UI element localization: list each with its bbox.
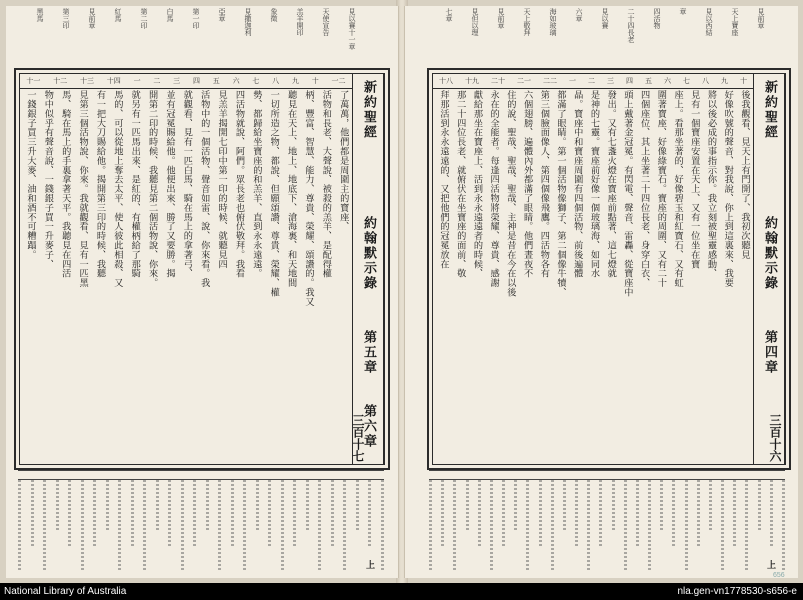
left-footer-notes <box>18 470 384 570</box>
headnote: 羔羊開印 <box>296 8 304 36</box>
text-column: 將以後必成的事指示你。我立刻被聖靈感動、 <box>705 90 717 278</box>
verse-number: 七 <box>683 77 690 85</box>
text-column: 獻給那坐在寶座上、活到永永遠遠者的時候、 <box>471 90 483 278</box>
verse-number: 八 <box>272 77 280 85</box>
verse-number: 六 <box>664 77 671 85</box>
text-column: 頭上戴著金冠冕。有閃電、聲音、雷轟、從寶座中 <box>621 90 633 297</box>
verse-number: 七 <box>252 77 260 85</box>
headnote: 章 <box>679 8 687 15</box>
footnote-column <box>181 480 184 570</box>
left-book-part: 約翰默示錄 <box>361 216 376 291</box>
verse-number: 二 <box>153 77 161 85</box>
text-column: 住的說、聖哉、聖哉、聖哉、主神是昔在今在以後 <box>504 90 516 297</box>
text-column: 了萬萬，他們都是周圍主的寶座、 <box>337 90 349 231</box>
footnote-column <box>587 480 590 570</box>
footnote-column <box>709 480 712 530</box>
footnote-column <box>697 480 700 548</box>
text-column: 座上。看那坐著的、好像碧玉和紅寶石、又有虹 <box>672 90 684 288</box>
footnote-column <box>624 480 627 570</box>
footnote-column <box>526 480 529 570</box>
verse-number: 四 <box>626 77 633 85</box>
text-column: 柄、豐富、智慧、能力、尊貴、榮耀、頌讚的。我又 <box>303 90 314 307</box>
text-column: 活物中的一個活物、聲音如雷、說、你來看。我 <box>198 90 210 288</box>
text-column: 永在的全能者。每逢四活物將榮耀、尊貴、感謝 <box>488 90 500 288</box>
footnote-column <box>331 480 334 548</box>
right-verse-number-row <box>433 74 753 89</box>
text-column: 見羔羊揭開七印中第一印的時候、就聽見四 <box>216 90 228 269</box>
footnote-column <box>514 480 517 530</box>
text-column: 是神的七靈。寶座前好像一個玻璃海、如同水 <box>588 90 600 278</box>
verse-number: 五 <box>212 77 220 85</box>
right-book-part: 約翰默示錄 <box>762 216 777 291</box>
left-chapter-label-b: 第六章 <box>361 404 376 449</box>
footnote-column <box>193 480 196 548</box>
headnote: 第二印 <box>140 8 148 29</box>
verse-number: 九 <box>291 77 299 85</box>
footnote-column <box>551 480 554 570</box>
left-verse-number-row <box>20 74 352 89</box>
verse-number: 四 <box>192 77 200 85</box>
headnote: 白馬 <box>166 8 174 22</box>
footnote-column <box>93 480 96 548</box>
text-column: 一切所造之物、都說、但願頌讚、尊貴、榮耀、權 <box>268 90 280 297</box>
verse-number: 三 <box>607 77 614 85</box>
left-footer-index-row <box>18 470 384 480</box>
right-page-number: 三百十六 <box>768 414 782 462</box>
verse-number: 三 <box>173 77 181 85</box>
right-page <box>404 6 798 578</box>
headnote: 見前章 <box>88 8 96 29</box>
footnote-column <box>563 480 566 530</box>
headnote: 六章 <box>575 8 583 22</box>
footnote-column <box>243 480 246 570</box>
footnote-column <box>575 480 578 548</box>
headnote: 見以西結 <box>705 8 713 36</box>
text-column: 四個座位、其上坐著二十四位長老、身穿白衣、 <box>638 90 650 288</box>
text-column: 見有一個寶座安置在天上、又有一位坐在寶 <box>688 90 700 269</box>
footnote-column <box>636 480 639 548</box>
headnote: 亞章 <box>218 8 226 22</box>
text-column: 都滿了眼睛。第一個活物像獅子、第二個像牛犢、 <box>555 90 567 297</box>
verse-number: 十八 <box>439 77 453 85</box>
right-book-title: 新約聖經 <box>762 80 777 140</box>
footnote-column <box>168 480 171 548</box>
footnote-column <box>466 480 469 530</box>
verse-number: 一 <box>569 77 576 85</box>
verse-number: 二二 <box>543 77 557 85</box>
left-page-number: 三百十七 <box>351 414 365 462</box>
verse-number: 十 <box>311 77 319 85</box>
text-column: 圍著寶座、好像綠寶石。寶座的周圍、又有二十 <box>655 90 667 288</box>
verse-number: 十三 <box>79 77 94 85</box>
footnote-column <box>539 480 542 548</box>
footnote-column <box>758 480 761 530</box>
right-headnotes <box>445 8 765 66</box>
footnote-column <box>156 480 159 530</box>
headnote: 二十四長老 <box>627 8 635 43</box>
right-footer-columns <box>429 480 785 570</box>
text-column: 有一把大刀賜給他。揭開第三印的時候、我聽 <box>94 90 106 278</box>
footnote-column <box>131 480 134 548</box>
headnote: 第三印 <box>62 8 70 29</box>
footnote-column <box>31 480 34 548</box>
left-footer-columns <box>18 480 384 570</box>
text-column: 活物和長老、大聲說、被殺的羔羊、是配得權 <box>320 90 332 278</box>
text-column: 馬的、可以從地上奪去太平、使人彼此相殺、又 <box>111 90 123 288</box>
verse-number: 十一 <box>26 77 41 85</box>
text-column: 那二十四位長老、就俯伏在坐寶座的面前、敬 <box>454 90 466 278</box>
footnote-column <box>599 480 602 548</box>
footnote-column <box>502 480 505 548</box>
text-column: 勢、都歸給坐寶座的和羔羊、直到永永遠遠。 <box>250 90 262 278</box>
verse-number: 十九 <box>465 77 479 85</box>
footnote-column <box>256 480 259 530</box>
footnote-column <box>81 480 84 570</box>
right-footer-notes <box>429 470 785 570</box>
footnote-column <box>478 480 481 548</box>
text-column: 見第三個活物說、你來。我就觀看、見有一匹黑 <box>77 90 89 288</box>
verse-number: 五 <box>645 77 652 85</box>
footnote-column <box>745 480 748 570</box>
right-running-header <box>753 74 785 464</box>
verse-number: 十四 <box>106 77 121 85</box>
headnote: 見以賽十一章 <box>348 8 356 50</box>
footnote-column <box>721 480 724 570</box>
left-chapter-label-a: 第五章 <box>361 330 376 375</box>
verse-number: 一 <box>133 77 141 85</box>
footnote-column <box>343 480 346 570</box>
verse-number: 十二 <box>53 77 68 85</box>
footnote-column <box>490 480 493 570</box>
headnote: 黑馬 <box>36 8 44 22</box>
verse-number: 六 <box>232 77 240 85</box>
text-column: 就觀看、見有一匹白馬、騎在馬上的拿著弓、 <box>181 90 193 278</box>
left-page <box>6 6 399 578</box>
footnote-column <box>672 480 675 548</box>
footnote-column <box>356 480 359 530</box>
footnote-column <box>106 480 109 530</box>
left-running-header <box>352 74 384 464</box>
text-column: 並有冠冕賜給他。他便出來、勝了又要勝。揭 <box>164 90 175 278</box>
text-column: 馬、騎在馬上的手裏拿著天平。我聽見在四活 <box>59 90 71 278</box>
text-column: 發出。又有七盞火燈在寶座前點著、這七燈就 <box>605 90 617 278</box>
verse-number: 二一 <box>517 77 531 85</box>
footnote-column <box>648 480 651 570</box>
item-identifier: nla.gen-vn1778530-s656-e <box>677 586 797 597</box>
footnote-column <box>56 480 59 530</box>
text-column: 六個翅膀、遍體內外都滿了眼睛。他們晝夜不 <box>521 90 533 278</box>
footnote-column <box>782 480 785 570</box>
text-column: 第三個臉面像人、第四個像飛鷹。四活物各有 <box>538 90 550 278</box>
text-column: 晶。寶座中和寶座周圍有四個活物、前後遍體 <box>571 90 583 278</box>
text-column: 四活物就說、阿們。眾長老也俯伏敬拜。我看 <box>233 90 245 278</box>
footnote-column <box>43 480 46 570</box>
verse-number: 一二 <box>331 77 346 85</box>
headnote: 天使宣告 <box>322 8 330 36</box>
headnote: 見撒迦利 <box>244 8 252 36</box>
footnote-column <box>318 480 321 570</box>
footnote-column <box>733 480 736 548</box>
left-text-frame <box>14 68 390 470</box>
footnote-column <box>306 480 309 530</box>
footnote-column <box>231 480 234 548</box>
headnote: 紅馬 <box>114 8 122 22</box>
library-credit: National Library of Australia <box>4 586 127 597</box>
footnote-column <box>612 480 615 530</box>
text-column: 開第二印的時候、我聽見第二個活物說、你來。 <box>146 90 158 288</box>
text-column: 好像吹號的聲音、對我說、你上到這裏來、我要 <box>722 90 734 288</box>
footnote-column <box>18 480 21 570</box>
headnote: 天上敬拜 <box>523 8 531 36</box>
headnote: 第一印 <box>192 8 200 29</box>
headnote: 見但以理 <box>471 8 479 36</box>
headnote: 見以賽 <box>601 8 609 29</box>
footnote-column <box>685 480 688 570</box>
verse-number: 二十 <box>491 77 505 85</box>
headnote: 四活物 <box>653 8 661 29</box>
library-stamp: 656 <box>773 572 785 579</box>
right-text-body <box>437 90 751 462</box>
right-text-frame <box>427 68 791 470</box>
headnote: 七章 <box>445 8 453 22</box>
headnote: 象徵 <box>270 8 278 22</box>
verse-number: 九 <box>721 77 728 85</box>
headnote: 見前章 <box>757 8 765 29</box>
text-column: 一錢銀子買三升大麥、油和酒不可糟蹋。 <box>25 90 36 260</box>
footnote-column <box>441 480 444 548</box>
footnote-column <box>453 480 456 570</box>
headnote: 海如玻璃 <box>549 8 557 36</box>
footnote-column <box>770 480 773 548</box>
footnote-column <box>206 480 209 530</box>
footnote-column <box>660 480 663 530</box>
footnote-column <box>281 480 284 570</box>
footnote-column <box>429 480 432 570</box>
footnote-column <box>293 480 296 548</box>
footnote-column <box>368 480 371 548</box>
verse-number: 二 <box>588 77 595 85</box>
viewer-footer-bar <box>0 583 803 600</box>
verse-number: 十 <box>740 77 747 85</box>
footnote-column <box>143 480 146 570</box>
headnote: 天上寶座 <box>731 8 739 36</box>
left-signature-mark: 上 <box>366 561 376 571</box>
verse-number: 八 <box>702 77 709 85</box>
footnote-column <box>218 480 221 570</box>
right-frame-inner <box>432 73 786 465</box>
left-text-body <box>24 90 350 462</box>
text-column: 聽見在天上、地上、地底下、滄海裏、和天地間 <box>285 90 297 288</box>
left-book-title: 新約聖經 <box>361 80 376 140</box>
text-column: 拜那活到永永遠遠的、又把他們的冠冕放在 <box>438 90 449 269</box>
footnote-column <box>381 480 384 570</box>
left-frame-inner <box>19 73 385 465</box>
right-signature-mark: 上 <box>767 561 777 571</box>
footnote-column <box>268 480 271 548</box>
left-headnotes <box>36 8 356 66</box>
footnote-column <box>118 480 121 570</box>
text-column: 就另有一匹馬出來、是紅的、有權柄給了那騎 <box>129 90 141 278</box>
right-footer-index-row <box>429 470 785 480</box>
text-column: 物中似乎有聲音說、一錢銀子買一升麥子、 <box>42 90 54 269</box>
text-column: 後我觀看、見天上有門開了、我初次聽見 <box>738 90 750 260</box>
right-chapter-label: 第四章 <box>762 330 777 375</box>
footnote-column <box>68 480 71 548</box>
headnote: 見前章 <box>497 8 505 29</box>
